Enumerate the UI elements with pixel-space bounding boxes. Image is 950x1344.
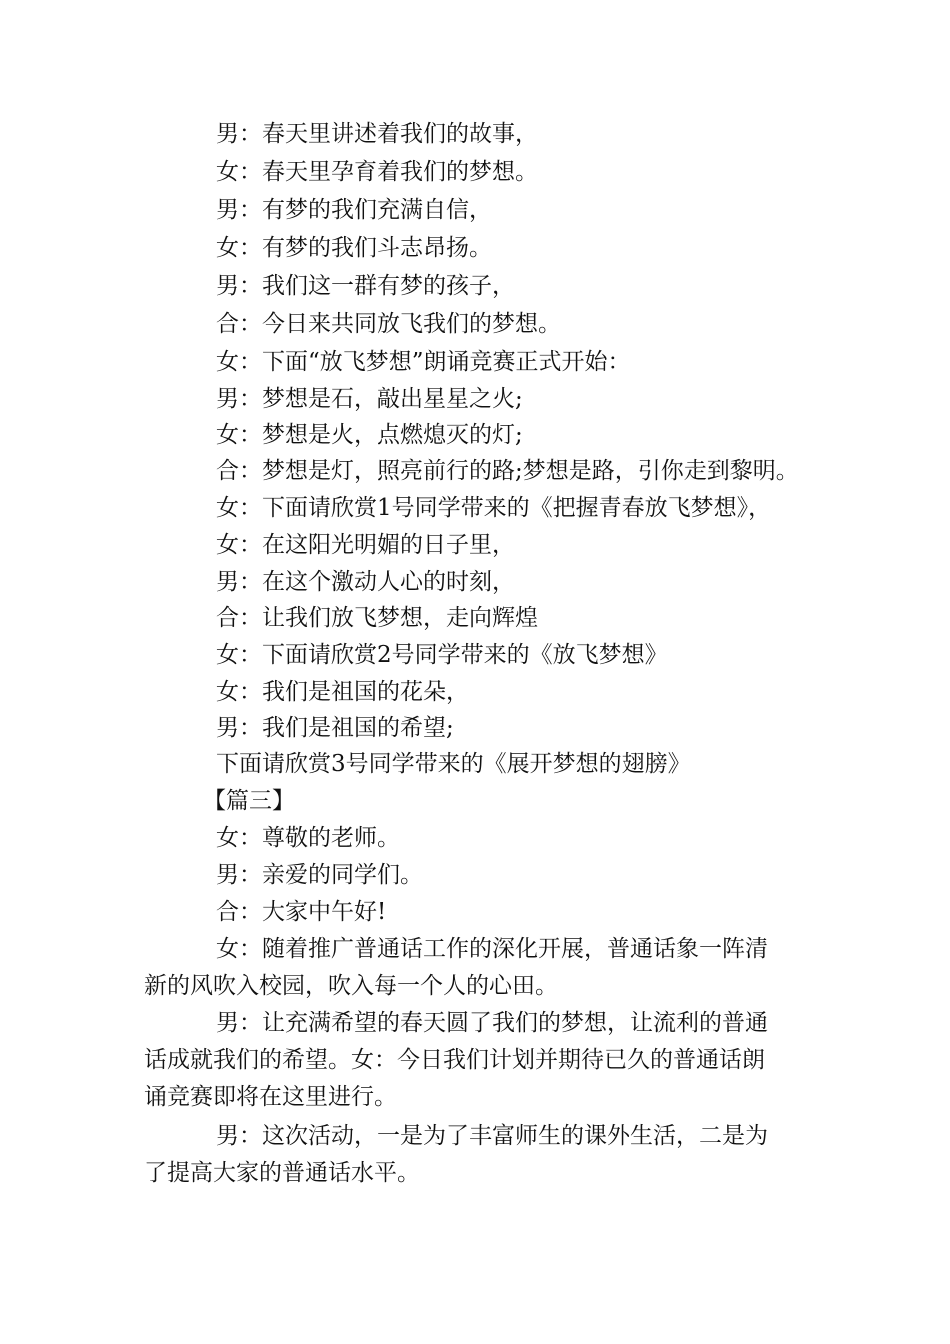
paragraph-line: 新的风吹入校园，吹入每一个人的心田。: [144, 973, 558, 999]
dialogue-line: 下面请欣赏3号同学带来的《展开梦想的翅膀》: [216, 751, 691, 777]
dialogue-line: 女：梦想是火，点燃熄灭的灯;: [216, 422, 523, 448]
dialogue-line: 男：亲爱的同学们。: [216, 862, 423, 888]
dialogue-line: 合：梦想是灯，照亮前行的路;梦想是路，引你走到黎明。: [216, 458, 799, 484]
paragraph-line: 男：让充满希望的春天圆了我们的梦想，让流利的普通: [216, 1010, 768, 1036]
dialogue-line: 合：今日来共同放飞我们的梦想。: [216, 311, 561, 337]
dialogue-line: 女：我们是祖国的花朵，: [216, 679, 469, 705]
paragraph-line: 女：随着推广普通话工作的深化开展，普通话象一阵清: [216, 936, 768, 962]
dialogue-line: 男：春天里讲述着我们的故事，: [216, 121, 538, 147]
dialogue-line: 女：下面请欣赏2号同学带来的《放飞梦想》: [216, 642, 668, 668]
dialogue-line: 女：尊敬的老师。: [216, 825, 400, 851]
dialogue-line: 女：在这阳光明媚的日子里，: [216, 532, 515, 558]
paragraph-line: 话成就我们的希望。女：今日我们计划并期待已久的普通话朗: [144, 1047, 765, 1073]
section-heading: 【篇三】: [203, 788, 295, 814]
dialogue-line: 合：大家中午好!: [216, 899, 387, 925]
dialogue-line: 男：我们这一群有梦的孩子，: [216, 273, 515, 299]
dialogue-line: 合：让我们放飞梦想，走向辉煌: [216, 605, 538, 631]
paragraph-line: 诵竞赛即将在这里进行。: [144, 1084, 397, 1110]
dialogue-line: 女：春天里孕育着我们的梦想。: [216, 159, 538, 185]
dialogue-line: 男：我们是祖国的希望;: [216, 715, 454, 741]
paragraph-line: 了提高大家的普通话水平。: [144, 1160, 420, 1186]
dialogue-line: 女：有梦的我们斗志昂扬。: [216, 235, 492, 261]
dialogue-line: 女：下面“放飞梦想”朗诵竞赛正式开始：: [216, 349, 631, 375]
dialogue-line: 男：梦想是石，敲出星星之火;: [216, 386, 523, 412]
paragraph-line: 男：这次活动，一是为了丰富师生的课外生活，二是为: [216, 1123, 768, 1149]
dialogue-line: 女：下面请欣赏1号同学带来的《把握青春放飞梦想》，: [216, 495, 772, 521]
dialogue-line: 男：有梦的我们充满自信，: [216, 197, 492, 223]
dialogue-line: 男：在这个激动人心的时刻，: [216, 569, 515, 595]
